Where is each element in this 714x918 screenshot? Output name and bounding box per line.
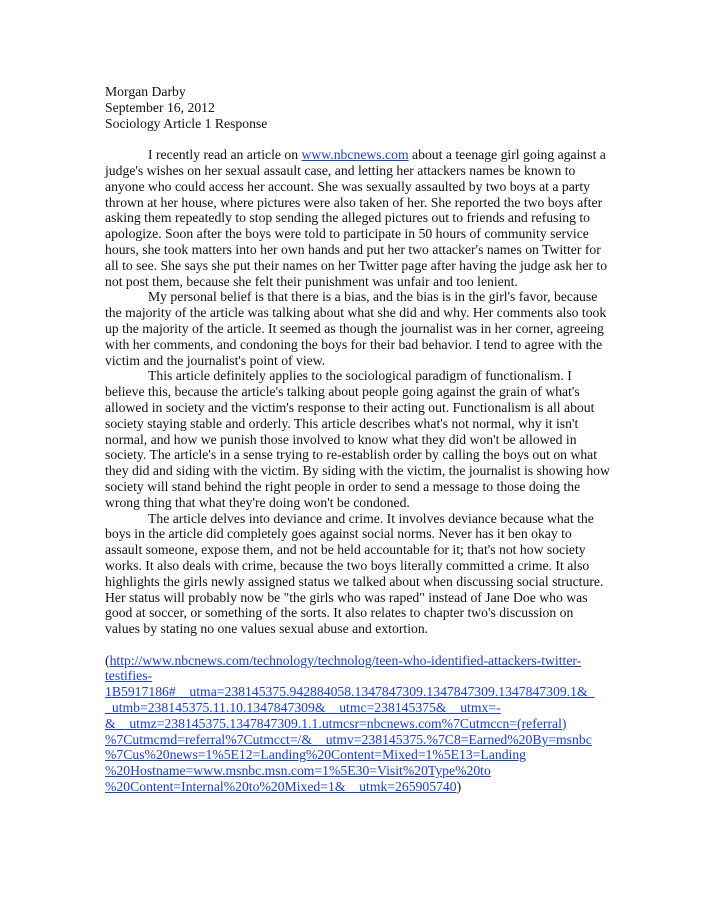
paragraph-3: This article definitely applies to the sociological paradigm of functionalism. I believe this, because the article's talking about people going against the grain of what's allowed in society and the victim's response to their acting out. Functionalism is all about society staying stable and orderly. This article describes what's not normal, why it isn't normal, and how we punish those involved to know what they did won't be allowed in society. The article's in a sense trying to re-establish order by calling the boys out on what they did and siding with the victim. By siding with the victim, the journalist is showing how society will stand behind the right people in order to send a message to those doing the wrong thing that what they're doing won't be condoned. [105, 368, 610, 510]
citation-url-line: %20Content=Internal%20to%20Mixed=1&__utmk=265905740 [105, 779, 457, 795]
document-title: Sociology Article 1 Response [105, 115, 268, 131]
paragraph-1-lead: I recently read an article on [148, 147, 302, 163]
paragraph-1 [105, 147, 611, 289]
paragraph-1-rest: about a teenage girl going against a judge's wishes on her sexual assault case, and letting her attackers names be known to anyone who could access her account. She was sexually assaulted by two boys at a party thrown at her house, where pictures were also taken of her. She reported the two boys after asking them repeatedly to stop sending the alleged pictures out to friends and refusing to apologize. Soon after the boys were told to participate in 50 hours of community service hours, she took matters into her own hands and put her two attacker's names on Twitter for all to see. She says she put their names on her Twitter page after having the judge ask her to not post them, because she felt their punishment was unfair and too lenient. [105, 147, 608, 289]
citation-url-line: %7Cutmcmd=referral%7Cutmcct=/&__utmv=238145375.%7C8=Earned%20By=msnbc [105, 731, 592, 747]
citation-url-line: testifies- [105, 668, 153, 684]
paragraph-2: My personal belief is that there is a bias, and the bias is in the girl's favor, because the majority of the article was talking about what she did and why. Her comments also took up the majority of the article. It seemed as though the journalist was in her corner, agreeing with her comments, and condoning the boys for their bad behavior. I tend to agree with the victim and the journalist's point of view. [105, 289, 607, 368]
citation-url-line: %7Cus%20news=1%5E12=Landing%20Content=Mixed=1%5E13=Landing [105, 747, 527, 763]
citation [105, 653, 611, 795]
citation-url-line: &__utmz=238145375.1347847309.1.1.utmcsr=nbcnews.com%7Cutmccn=(referral) [105, 715, 567, 731]
nbcnews-link[interactable]: www.nbcnews.com [301, 147, 409, 163]
document-page [105, 84, 611, 795]
citation-close-paren: ) [456, 779, 462, 795]
spacer [105, 131, 611, 147]
citation-open-paren: ( [105, 652, 110, 668]
paragraph-4: The article delves into deviance and crime. It involves deviance because what the boys in the article did completely goes against social norms. Never has it ben okay to assault someone, expose them, and not be held accountable for it; that's not how society works. It also deals with crime, because the two boys literally committed a crime. It also highlights the girls newly assigned status we talked about when discussing social structure. Her status will probably now be "the girls who was raped" instead of Jane Doe who was good at soccer, or something of the sorts. It also relates to chapter two's discussion on values by stating no one values sexual abuse and extortion. [105, 510, 604, 637]
citation-url-line: _utmb=238145375.11.10.1347847309&__utmc=238145375&__utmx=- [105, 700, 501, 716]
author-name: Morgan Darby [105, 84, 186, 99]
spacer [105, 637, 611, 653]
citation-url-line: http://www.nbcnews.com/technology/technolog/teen-who-identified-attackers-twitter- [109, 652, 582, 668]
document-date: September 16, 2012 [105, 99, 215, 115]
citation-url-line: %20Hostname=www.msnbc.msn.com=1%5E30=Visit%20Type%20to [105, 763, 491, 779]
citation-url-line: 1B5917186#__utma=238145375.942884058.1347847309.1347847309.1347847309.1&_ [105, 684, 595, 700]
citation-link[interactable] [105, 653, 594, 794]
